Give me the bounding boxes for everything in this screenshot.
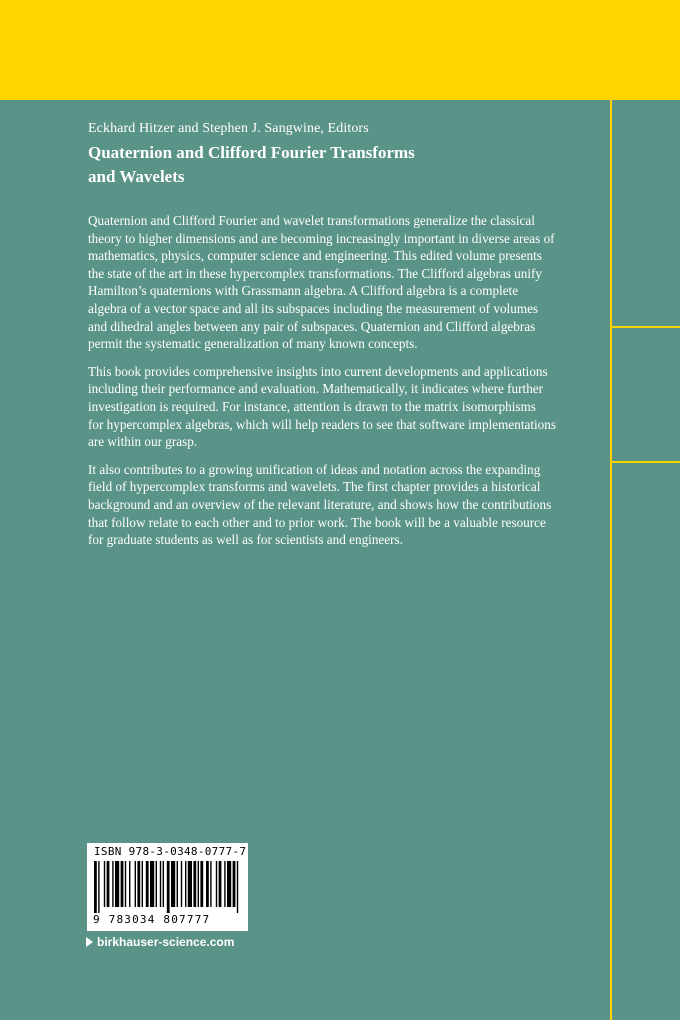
barcode-bars <box>94 861 241 913</box>
blurb-line: algebra of a vector space and all its subspaces including the measurement of volumes <box>88 300 539 316</box>
blurb-line: It also contributes to a growing unification of ideas and notation across the expanding <box>88 461 541 477</box>
editors-credit: Eckhard Hitzer and Stephen J. Sangwine, Editors <box>88 121 369 136</box>
spine-tick-lower <box>611 461 680 463</box>
barcode-bar <box>177 861 178 907</box>
blurb-line: Quaternion and Clifford Fourier and wavelet transformations generalize the classical <box>88 213 535 228</box>
book-title-line-1: Quaternion and Clifford Fourier Transforms <box>88 143 415 162</box>
barcode-bar <box>150 861 154 907</box>
blurb-line: permit the systematic generalization of many known concepts. <box>88 336 418 352</box>
back-cover-blurb <box>88 212 600 559</box>
barcode-bar <box>142 861 143 907</box>
barcode-bar <box>94 861 97 913</box>
blurb-paragraph <box>88 461 600 549</box>
blurb-paragraph <box>88 212 600 353</box>
blurb-line: mathematics, physics, computer science and engineering. This edited volume presents <box>88 248 542 264</box>
blurb-line: including their performance and evaluation. Mathematically, it indicates where further <box>88 381 544 397</box>
barcode-bar <box>125 861 126 907</box>
spine-tick-upper <box>611 326 680 328</box>
blurb-line: and dihedral angles between any pair of subspaces. Quaternion and Clifford algebras <box>88 318 536 334</box>
barcode-bar <box>146 861 149 907</box>
blurb-line: theory to higher dimensions and are becoming increasingly important in diverse areas of <box>88 230 555 246</box>
blurb-line: investigation is required. For instance, attention is drawn to the matrix isomorphisms <box>88 398 536 414</box>
barcode-bar <box>107 861 110 907</box>
barcode-bar <box>135 861 136 907</box>
barcode-bar <box>200 861 203 907</box>
barcode-bar <box>171 861 175 907</box>
barcode-bar <box>227 861 231 907</box>
barcode-bar <box>112 861 113 907</box>
barcode-digits: 9 783034 807777 <box>93 913 211 926</box>
top-yellow-band <box>0 0 680 100</box>
barcode-bar <box>216 861 217 907</box>
barcode-bar <box>160 861 161 907</box>
publisher-website-link[interactable] <box>86 935 234 949</box>
blurb-line: This book provides comprehensive insights into current developments and applications <box>88 363 548 379</box>
blurb-line: background and an overview of the relevant literature, and shows how the contributions <box>88 496 552 512</box>
barcode-bar <box>206 861 209 907</box>
blurb-line: that follow relate to each other and to prior work. The book will be a valuable resource <box>88 514 546 530</box>
barcode-bar <box>115 861 119 907</box>
blurb-paragraph <box>88 363 600 451</box>
barcode-bar <box>219 861 222 907</box>
barcode-bar <box>137 861 140 907</box>
blurb-line: the state of the art in these hypercomplex transformations. The Clifford algebras unify <box>88 265 542 281</box>
barcode-bar <box>181 861 182 907</box>
barcode-bar <box>185 861 186 907</box>
book-title <box>88 141 548 189</box>
barcode-bar <box>237 861 238 913</box>
book-title-line-2: and Wavelets <box>88 167 185 186</box>
barcode-bar <box>188 861 192 907</box>
blurb-line: are within our grasp. <box>88 434 198 450</box>
barcode-bar <box>224 861 225 907</box>
barcode-bar <box>198 861 199 907</box>
spine-line <box>610 100 612 1020</box>
barcode-bar <box>163 861 164 907</box>
barcode-bar <box>233 861 236 907</box>
blurb-line: field of hypercomplex transforms and wavelets. The first chapter provides a historical <box>88 479 541 495</box>
barcode-bar <box>156 861 157 907</box>
barcode-bar <box>193 861 196 907</box>
isbn-label: ISBN 978-3-0348-0777-7 <box>94 845 247 858</box>
blurb-line: for hypercomplex algebras, which will help readers to see that software implementations <box>88 416 557 432</box>
barcode-bar <box>98 861 99 913</box>
barcode-bar <box>210 861 211 907</box>
blurb-line: for graduate students as well as for scientists and engineers. <box>88 532 403 548</box>
barcode-bar <box>129 861 130 907</box>
barcode-bar <box>121 861 124 907</box>
publisher-website-label: birkhauser-science.com <box>97 935 235 949</box>
isbn-barcode <box>87 843 248 931</box>
triangle-right-icon <box>86 937 93 947</box>
barcode-bar <box>167 861 170 913</box>
barcode-bar <box>104 861 105 907</box>
blurb-line: Hamilton’s quaternions with Grassmann algebra. A Clifford algebra is a complete <box>88 283 519 299</box>
